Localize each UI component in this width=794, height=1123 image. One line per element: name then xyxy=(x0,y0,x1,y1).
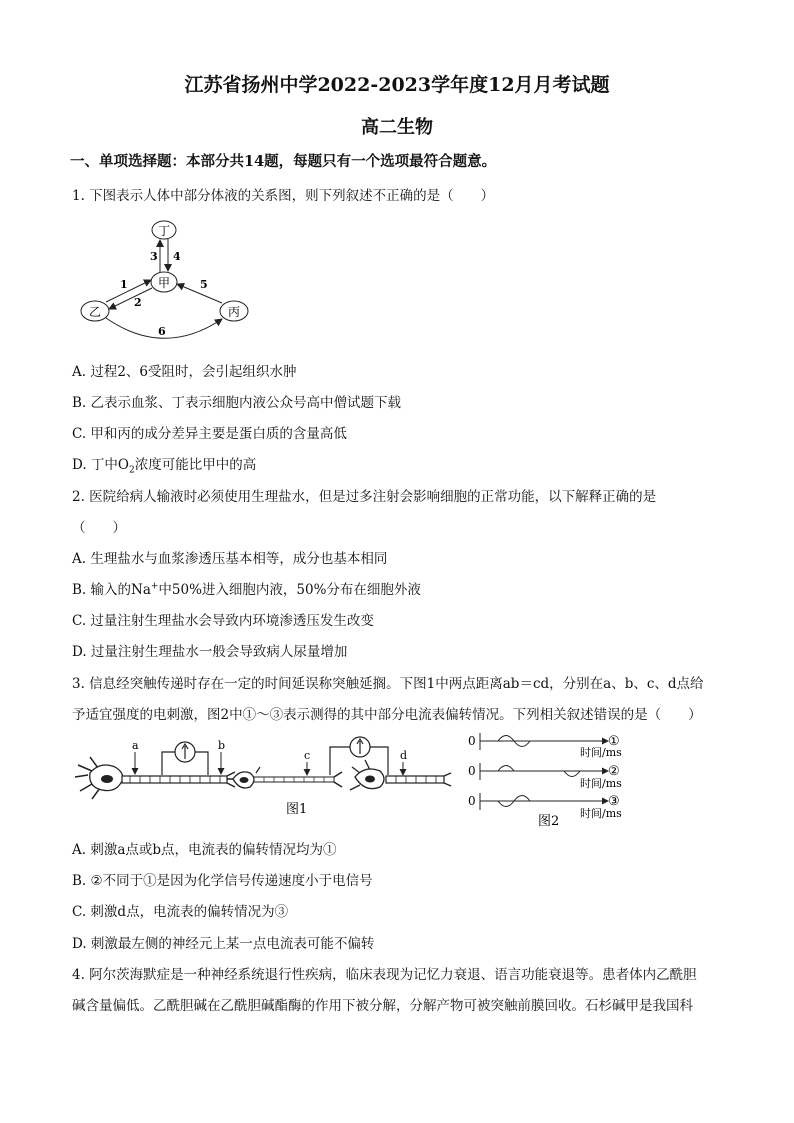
q1-option-d: D. 丁中$O_2$浓度可能比甲中的高 xyxy=(72,457,257,476)
svg-text:0: 0 xyxy=(468,794,476,808)
arrow-2 xyxy=(109,288,152,309)
node-bing-label: 丙 xyxy=(227,305,241,319)
point-a-label: a xyxy=(132,739,139,752)
q2-option-b: B. 输入的Na+中50%进入细胞内液，50%分布在细胞外液 xyxy=(72,581,421,598)
node-yi-label: 乙 xyxy=(88,305,102,319)
svg-text:0: 0 xyxy=(468,734,476,748)
node-ding-label: 丁 xyxy=(157,224,171,238)
marker-3: ③ xyxy=(608,794,620,809)
question-2-stem-line1: 2. 医院给病人输液时必须使用生理盐水，但是过多注射会影响细胞的正常功能，以下解释正确的是 xyxy=(72,489,657,505)
question-4-stem-line2: 碱含量偏低。乙酰胆碱在乙酰胆碱酯酶的作用下被分解，分解产物可被突触前膜回收。石杉碱甲是我国科 xyxy=(72,998,693,1014)
galvanometer-2 xyxy=(330,737,388,775)
marker-2: ② xyxy=(608,764,620,779)
point-c-label: c xyxy=(304,749,311,762)
neuron-3 xyxy=(350,760,451,790)
svg-text:时间/ms: 时间/ms xyxy=(580,746,622,759)
q2-option-a: A. 生理盐水与血浆渗透压基本相等，成分也基本相同 xyxy=(72,551,388,567)
question-4-stem-line1: 4. 阿尔茨海默症是一种神经系统退行性疾病，临床表现为记忆力衰退、语言功能衰退等。患者体内乙酰胆 xyxy=(72,967,697,983)
question-2-stem-line2: （ ） xyxy=(72,520,126,536)
q2-option-d: D. 过量注射生理盐水一般会导致病人尿量增加 xyxy=(72,644,348,660)
question-3-stem-line2: 予适宜强度的电刺激，图2中①～③表示测得的其中部分电流表偏转情况。下列相关叙述错误的是（ ） xyxy=(72,707,702,723)
arrow-3-label: 3 xyxy=(150,250,158,263)
q3-figure1-neuron-chain xyxy=(70,735,452,820)
page-subtitle: 高二生物 xyxy=(361,117,433,138)
neuron-1 xyxy=(75,757,237,799)
question-1-stem: 1. 下图表示人体中部分体液的关系图，则下列叙述不正确的是（ ） xyxy=(72,188,495,204)
point-b-label: b xyxy=(218,739,226,752)
arrow-4-label: 4 xyxy=(173,250,181,263)
arrow-2-label: 2 xyxy=(134,296,142,309)
svg-text:时间/ms: 时间/ms xyxy=(580,807,622,820)
q1-option-a: A. 过程2、6受阻时，会引起组织水肿 xyxy=(72,364,297,380)
q3-option-d: D. 刺激最左侧的神经元上某一点电流表可能不偏转 xyxy=(72,936,375,952)
trace-row-2 xyxy=(468,763,622,790)
marker-1: ① xyxy=(608,734,620,749)
q3-option-a: A. 刺激a点或b点，电流表的偏转情况均为① xyxy=(72,842,337,858)
figure2-caption: 图2 xyxy=(538,814,560,828)
q1-option-b: B. 乙表示血浆、丁表示细胞内液公众号高中僧试题下载 xyxy=(72,395,402,411)
page-title: 江苏省扬州中学2022-2023学年度12月月考试题 xyxy=(184,74,610,96)
question-3-stem-line1: 3. 信息经突触传递时存在一定的时间延误称突触延搁。下图1中两点距离ab＝cd，分别在a、b、c、d点给 xyxy=(72,676,704,692)
svg-text:时间/ms: 时间/ms xyxy=(580,777,622,790)
arrow-6-label: 6 xyxy=(158,325,166,338)
q1-body-fluid-diagram xyxy=(76,218,256,340)
q3-option-b: B. ②不同于①是因为化学信号传递速度小于电信号 xyxy=(72,873,373,889)
arrow-1-label: 1 xyxy=(120,278,128,291)
arrow-1 xyxy=(106,280,151,302)
node-jia-label: 甲 xyxy=(157,276,171,290)
point-d-label: d xyxy=(400,749,408,762)
neuron-2 xyxy=(233,767,342,788)
svg-text:0: 0 xyxy=(468,764,476,778)
figure1-caption: 图1 xyxy=(286,802,308,817)
q1-option-c: C. 甲和丙的成分差异主要是蛋白质的含量高低 xyxy=(72,426,347,442)
q3-option-c: C. 刺激d点，电流表的偏转情况为③ xyxy=(72,904,289,920)
section-heading: 一、单项选择题：本部分共14题，每题只有一个选项最符合题意。 xyxy=(70,153,497,170)
galvanometer-1 xyxy=(162,742,208,775)
arrow-5-label: 5 xyxy=(200,278,208,291)
q2-option-c: C. 过量注射生理盐水会导致内环境渗透压发生改变 xyxy=(72,613,374,629)
trace-row-1 xyxy=(468,733,622,759)
q3-figure2-current-traces xyxy=(466,730,646,828)
